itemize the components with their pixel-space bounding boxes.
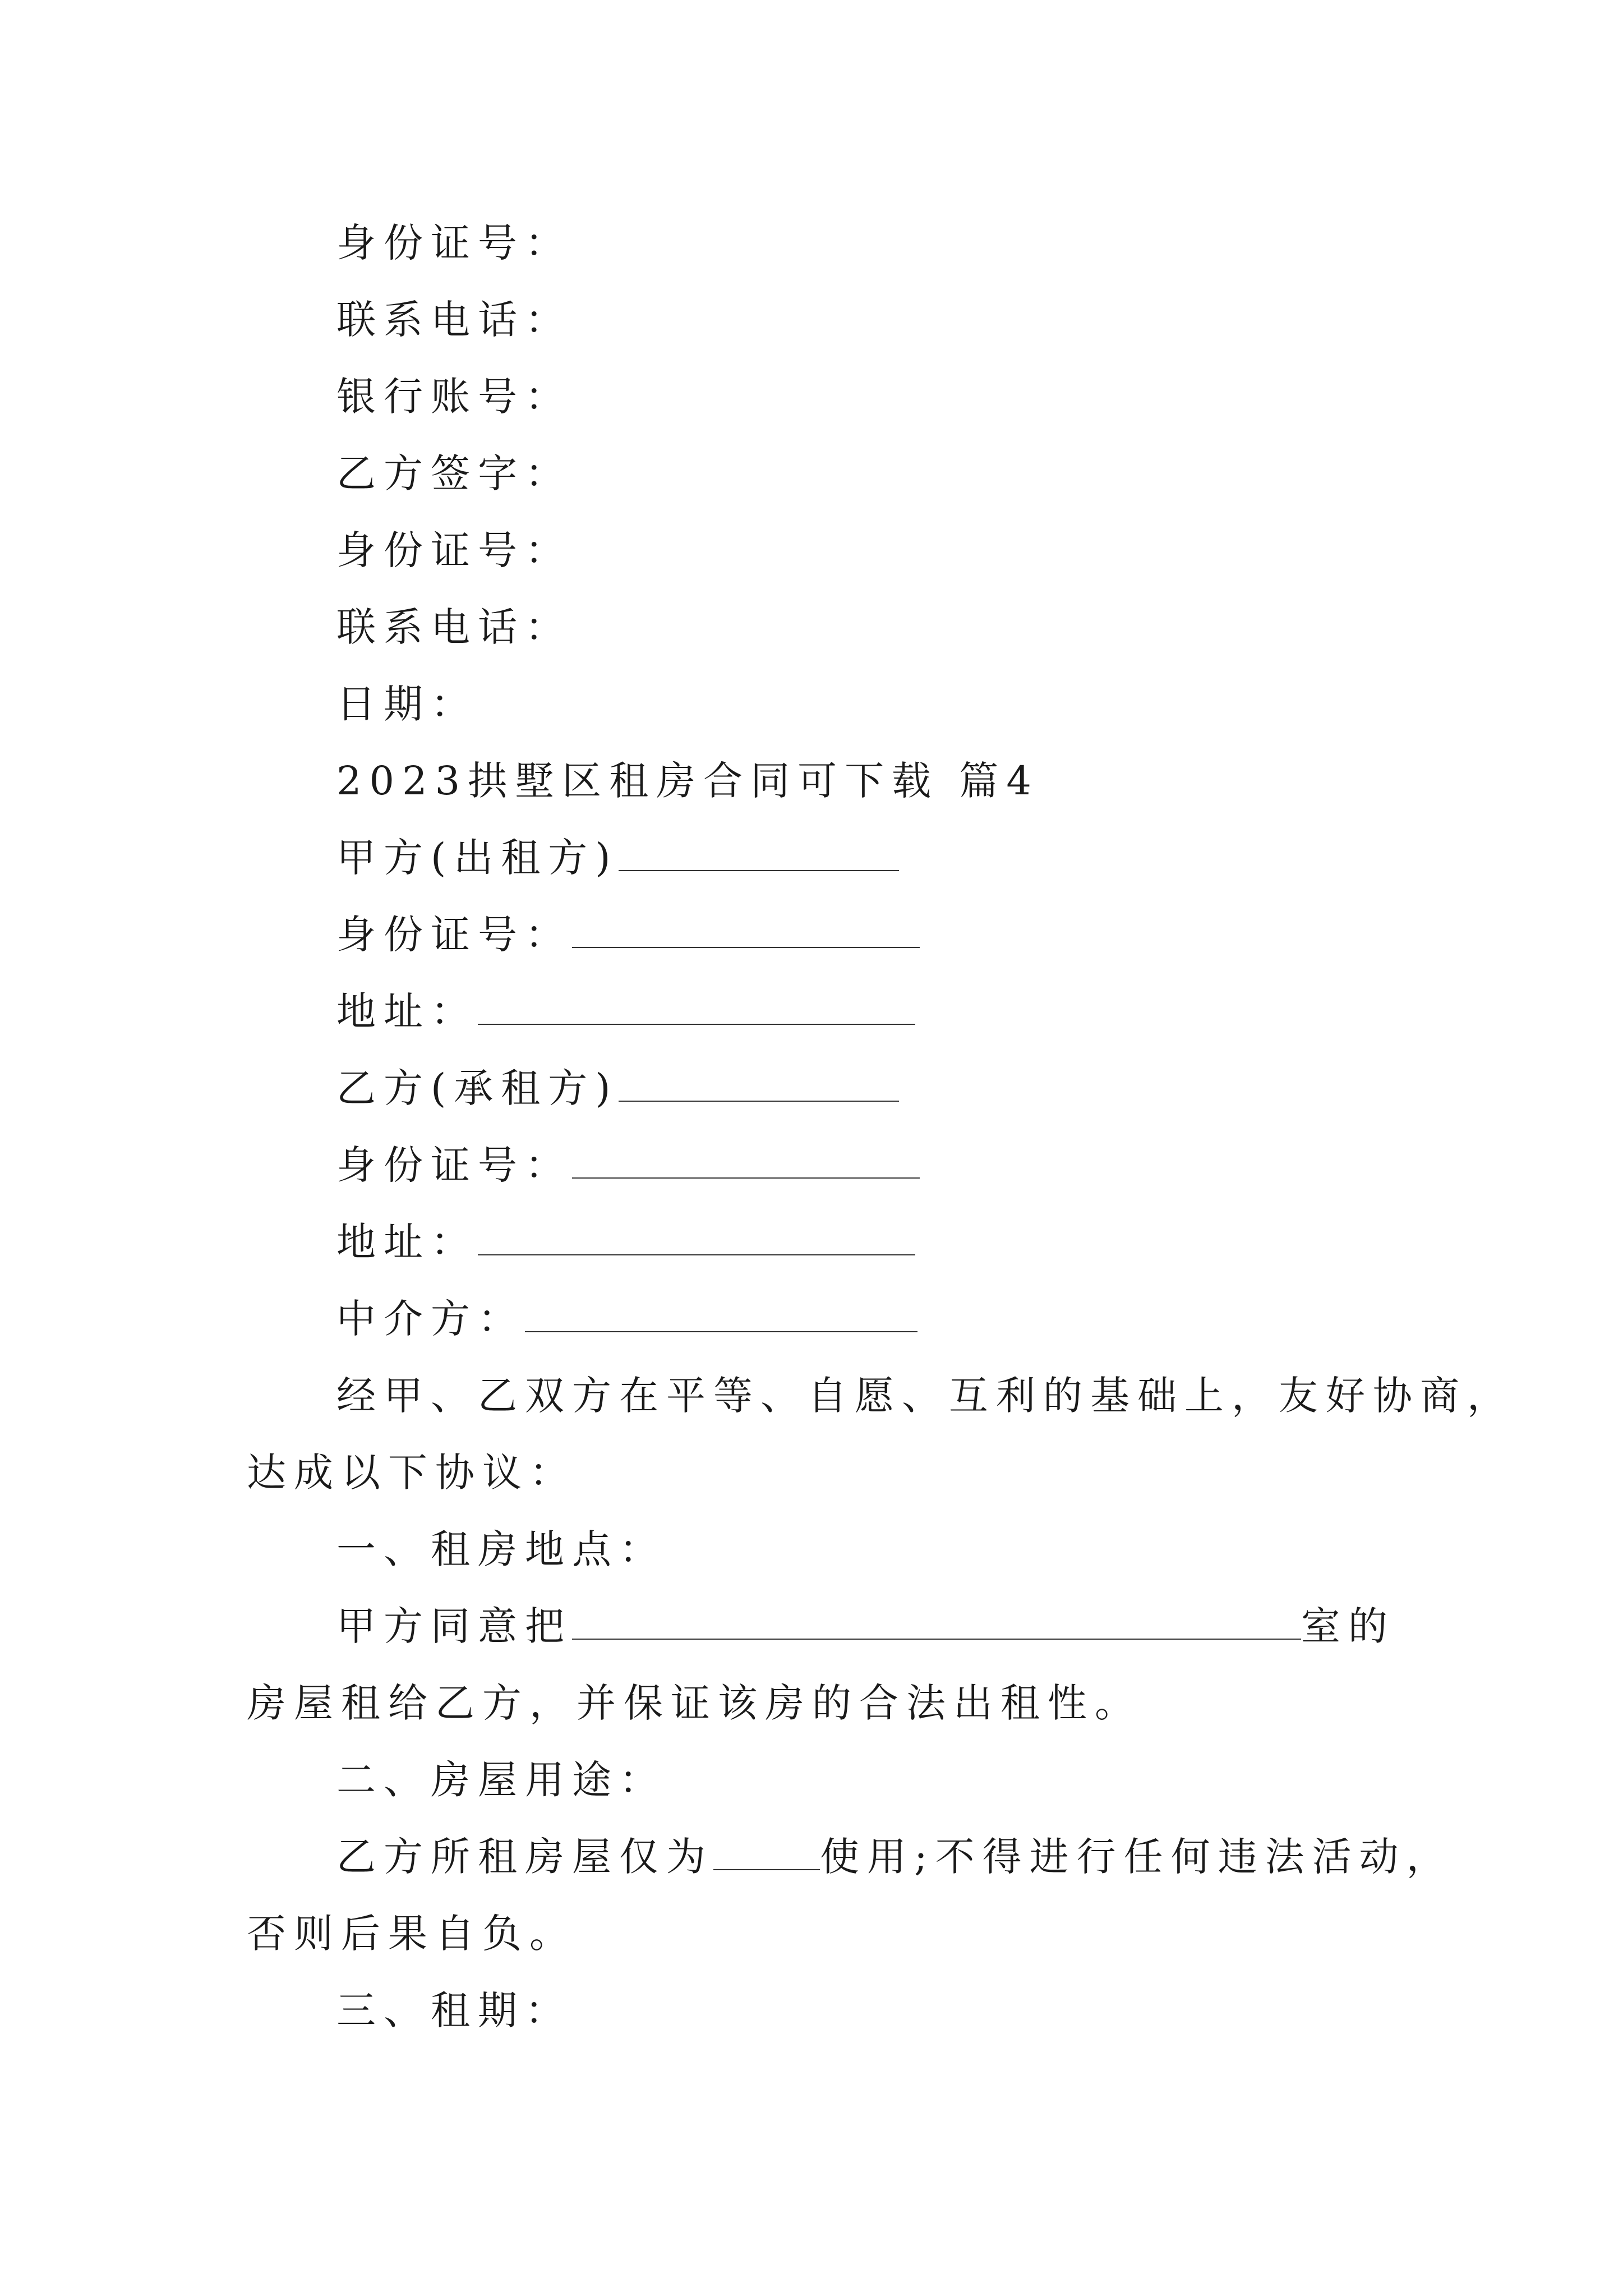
- party-b-address-blank: [478, 1221, 915, 1255]
- usage-blank: [713, 1835, 820, 1870]
- clause-2-text-cont: 否则后果自负。: [247, 1911, 577, 1957]
- party-a-address-blank: [478, 990, 915, 1025]
- party-b-signature-label: 乙方签字：: [336, 450, 572, 496]
- agent-blank: [525, 1297, 917, 1332]
- party-a-label: 甲方(出租方): [336, 835, 619, 881]
- clause-2-text-a: 乙方所租房屋仅为: [336, 1834, 713, 1880]
- room-blank: [572, 1605, 1301, 1640]
- clause-2-text: [336, 1830, 1454, 1884]
- party-a-id-label: 身份证号：: [336, 912, 572, 958]
- party-b-address-line: [336, 1215, 915, 1269]
- date-label: 日期：: [336, 681, 478, 727]
- clause-1-heading: 一、租房地点：: [336, 1526, 666, 1572]
- agent-line: [336, 1292, 917, 1346]
- clause-3-heading: 三、租期：: [336, 1987, 572, 2033]
- phone-label: 联系电话：: [336, 297, 572, 343]
- id-number-label: 身份证号：: [336, 220, 572, 266]
- section-heading: 2023拱墅区租房合同可下载 篇4: [336, 758, 1039, 804]
- party-b-blank: [619, 1067, 899, 1102]
- id-number-label-b: 身份证号：: [336, 527, 572, 573]
- agreement-intro: 经甲、乙双方在平等、自愿、互利的基础上，友好协商，: [336, 1373, 1514, 1419]
- party-a-address-line: [336, 984, 915, 1038]
- clause-1-text-cont: 房屋租给乙方，并保证该房的合法出租性。: [247, 1680, 1142, 1726]
- bank-account-label: 银行账号：: [336, 374, 572, 420]
- party-a-id-line: [336, 908, 920, 961]
- party-b-id-line: [336, 1138, 920, 1192]
- agreement-intro-cont: 达成以下协议：: [247, 1450, 577, 1496]
- clause-1-text-b: 室的: [1301, 1603, 1395, 1649]
- party-b-label: 乙方(承租方): [336, 1065, 619, 1111]
- clause-2-text-b: 使用;不得进行任何违法活动，: [820, 1834, 1454, 1880]
- party-b-line: [336, 1061, 899, 1115]
- party-b-id-label: 身份证号：: [336, 1142, 572, 1188]
- agent-label: 中介方：: [336, 1296, 525, 1342]
- party-a-blank: [619, 836, 899, 871]
- party-a-address-label: 地址：: [336, 988, 478, 1034]
- party-b-id-blank: [572, 1144, 920, 1179]
- party-b-address-label: 地址：: [336, 1219, 478, 1265]
- clause-1-text-a: 甲方同意把: [336, 1603, 572, 1649]
- party-a-id-blank: [572, 913, 920, 948]
- party-a-line: [336, 831, 899, 885]
- clause-1-text: [336, 1599, 1395, 1653]
- phone-label-b: 联系电话：: [336, 604, 572, 650]
- clause-2-heading: 二、房屋用途：: [336, 1757, 666, 1803]
